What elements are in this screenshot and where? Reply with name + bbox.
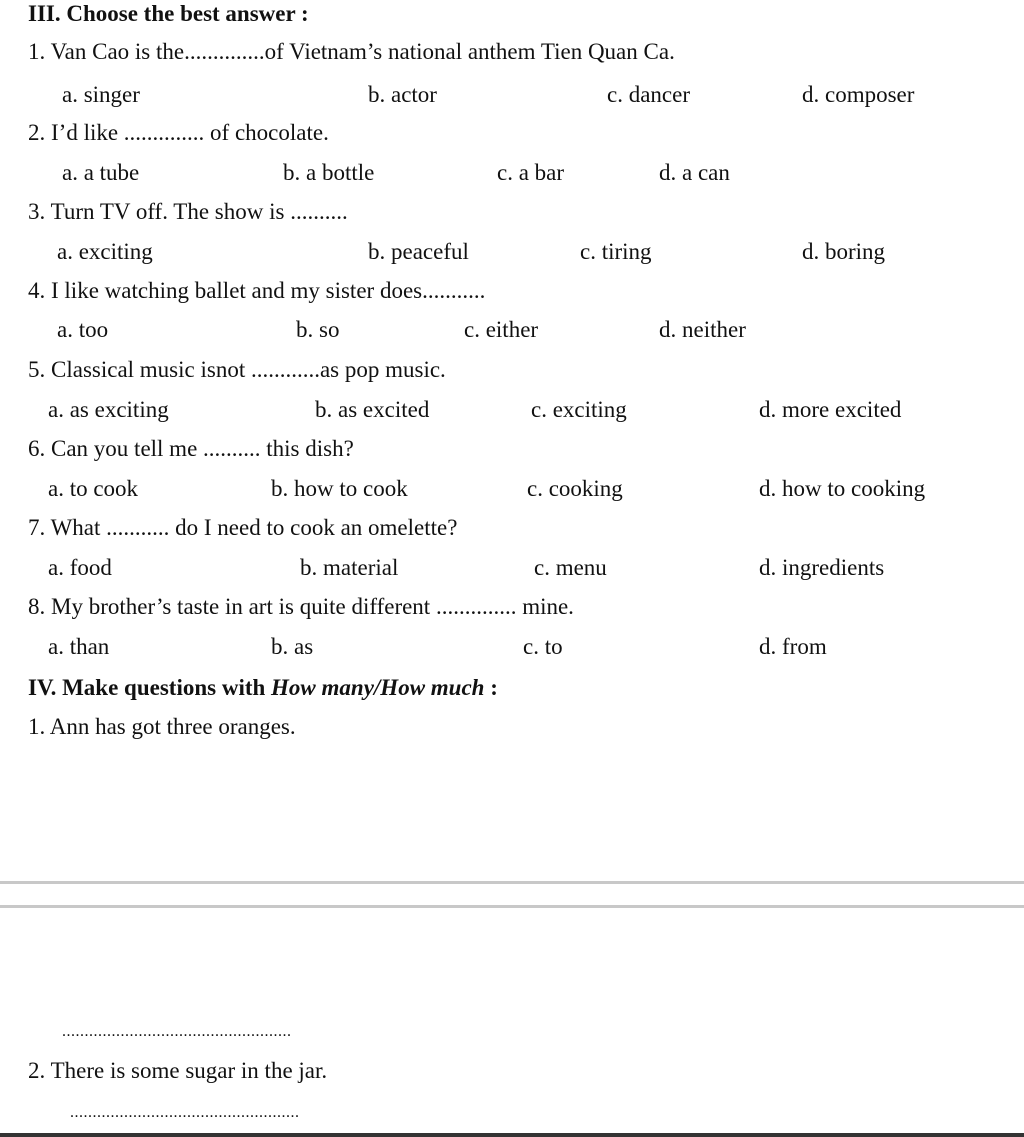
q7-option-c: c. menu (534, 555, 607, 580)
q6-option-a: a. to cook (48, 476, 139, 501)
section-3-heading: III. Choose the best answer : (28, 1, 309, 26)
make-question-1: 1. Ann has got three oranges. (28, 714, 296, 739)
q8-option-c: c. to (523, 634, 563, 659)
section-4-heading-prefix: IV. Make questions with (28, 675, 272, 700)
make-question-2: 2. There is some sugar in the jar. (28, 1058, 328, 1083)
q3-option-d: d. boring (802, 239, 886, 264)
question-6: 6. Can you tell me .......... this dish? (28, 436, 354, 461)
q6-option-d: d. how to cooking (759, 476, 926, 501)
section-4-heading (28, 674, 498, 702)
q3-option-b: b. peaceful (368, 239, 469, 264)
q3-option-c: c. tiring (580, 239, 652, 264)
q8-option-d: d. from (759, 634, 827, 659)
q1-option-b: b. actor (368, 82, 437, 107)
q5-option-b: b. as excited (315, 397, 430, 422)
q8-option-b: b. as (271, 634, 314, 659)
section-4-heading-suffix: : (484, 675, 498, 700)
q2-option-a: a. a tube (62, 160, 140, 185)
q7-option-a: a. food (48, 555, 112, 580)
q2-option-c: c. a bar (497, 160, 565, 185)
page-separator-top (0, 881, 1024, 884)
q4-option-a: a. too (57, 317, 109, 342)
question-5: 5. Classical music isnot ............as pop music. (28, 357, 446, 382)
q5-option-d: d. more excited (759, 397, 902, 422)
section-4-heading-italic: How many/How much (271, 675, 485, 700)
question-8: 8. My brother’s taste in art is quite different .............. mine. (28, 594, 574, 619)
question-3: 3. Turn TV off. The show is .......... (28, 199, 348, 224)
q4-option-c: c. either (464, 317, 539, 342)
question-2: 2. I’d like .............. of chocolate. (28, 120, 329, 145)
q1-option-d: d. composer (802, 82, 915, 107)
question-1: 1. Van Cao is the..............of Vietnam’s national anthem Tien Quan Ca. (28, 39, 675, 64)
answer-line-2: ................................................... (70, 1104, 300, 1121)
q4-option-b: b. so (296, 317, 340, 342)
question-7: 7. What ........... do I need to cook an omelette? (28, 515, 458, 540)
q5-option-c: c. exciting (531, 397, 627, 422)
q3-option-a: a. exciting (57, 239, 153, 264)
bottom-border (0, 1133, 1024, 1137)
q7-option-b: b. material (300, 555, 399, 580)
q7-option-d: d. ingredients (759, 555, 885, 580)
answer-line-1: ................................................... (62, 1023, 292, 1040)
q1-option-c: c. dancer (607, 82, 690, 107)
q1-option-a: a. singer (62, 82, 140, 107)
q6-option-b: b. how to cook (271, 476, 408, 501)
q4-option-d: d. neither (659, 317, 746, 342)
q2-option-b: b. a bottle (283, 160, 375, 185)
page-separator-bottom (0, 905, 1024, 908)
q5-option-a: a. as exciting (48, 397, 169, 422)
q2-option-d: d. a can (659, 160, 730, 185)
q6-option-c: c. cooking (527, 476, 623, 501)
question-4: 4. I like watching ballet and my sister does........... (28, 278, 486, 303)
q8-option-a: a. than (48, 634, 110, 659)
